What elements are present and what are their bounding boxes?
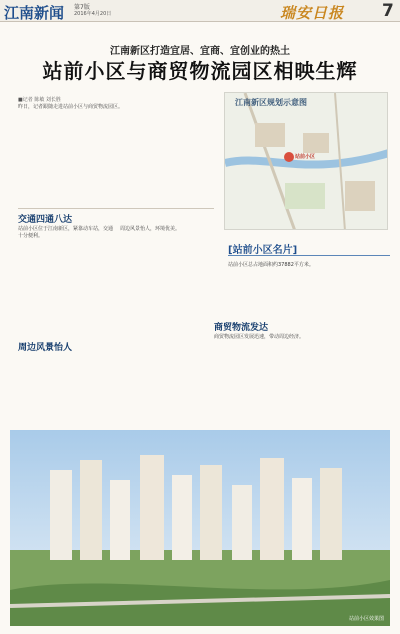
map-label: 江南新区规划示意图 <box>235 98 307 107</box>
map-drawing <box>225 93 388 230</box>
newspaper-logo: 瑞安日报 <box>280 4 345 22</box>
infobox-text: 站前小区总占地面积约37882平方米。 <box>228 262 314 268</box>
infobox-header <box>228 238 390 256</box>
date-line: 2016年4月20日 <box>74 11 112 17</box>
infobox-title: [站前小区名片] <box>228 245 298 256</box>
planning-map <box>224 92 388 230</box>
divider <box>18 208 214 209</box>
rendering-image <box>10 430 390 626</box>
column-text-3: 商贸物流园区发展迅速，带动周边经济。 <box>214 334 305 340</box>
column-text-2: 周边风景怡人，环境优美。 <box>120 226 181 232</box>
page-code: 第7版 <box>74 4 90 11</box>
byline: ■记者 陈敏 刘长胜 <box>18 97 61 103</box>
section-heading-traffic: 交通四通八达 <box>18 215 73 225</box>
page-header <box>0 0 400 22</box>
section-title: 江南新闻 <box>4 4 65 22</box>
article-subtitle: 江南新区打造宜居、宜商、宜创业的热土 <box>110 46 290 57</box>
image-caption: 站前小区效果图 <box>348 616 384 622</box>
map-pin-label: 站前小区 <box>295 154 316 160</box>
section-heading-commerce: 商贸物流发达 <box>214 323 269 333</box>
rendering-drawing <box>10 430 390 626</box>
section-heading-scenery: 周边风景怡人 <box>18 343 73 353</box>
page-number: 7 <box>382 1 394 21</box>
column-text-1: 站前小区位于江南新区，紧靠动车站，交通十分便利。 <box>18 226 114 239</box>
article-title: 站前小区与商贸物流园区相映生辉 <box>42 59 358 83</box>
lead-paragraph: 昨日，记者跟随走进站前小区与商贸物流园区。 <box>18 104 124 110</box>
